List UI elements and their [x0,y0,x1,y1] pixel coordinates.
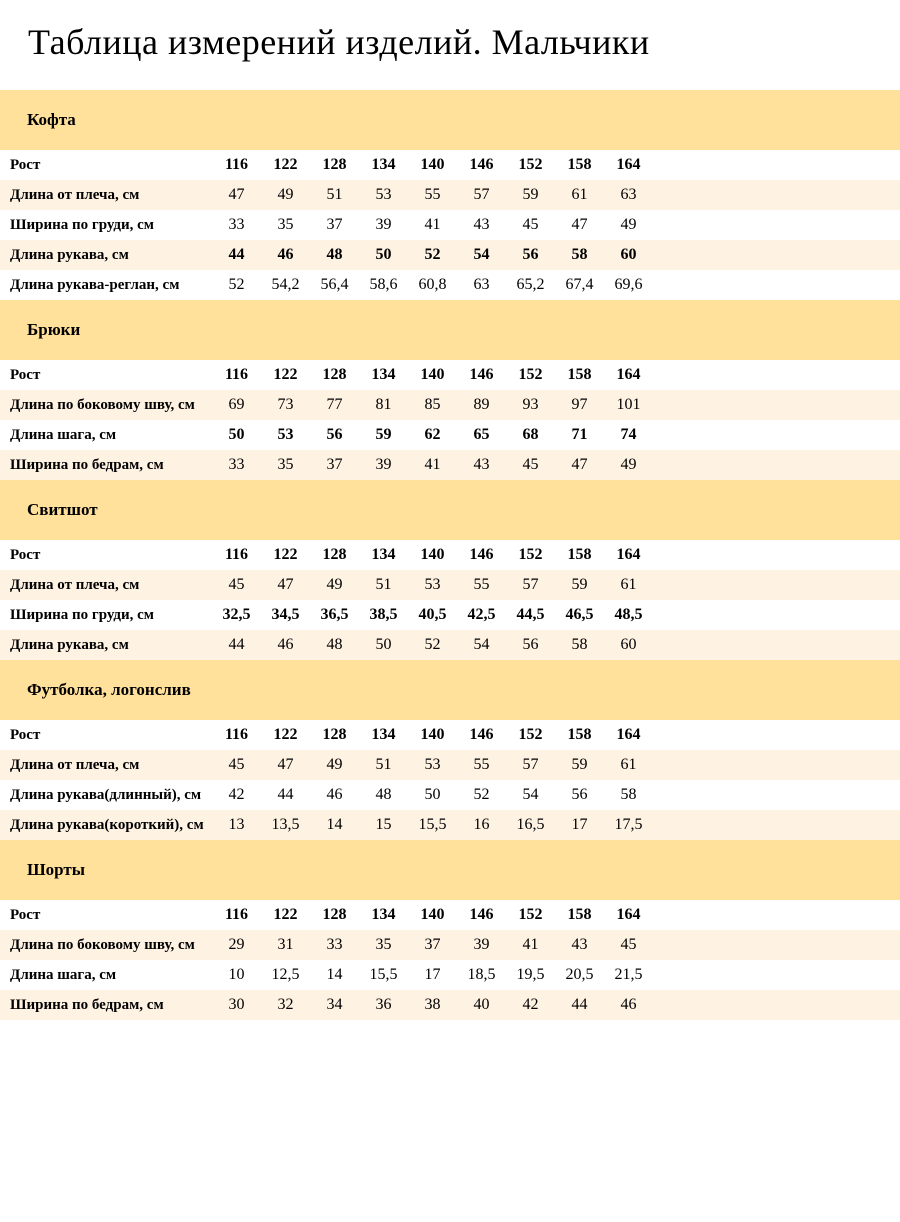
measurement-value: 40 [473,996,490,1013]
title-spacer [0,62,900,90]
measurement-value: 43 [571,936,588,953]
measurement-row [0,240,900,270]
measurement-value: 56,4 [320,276,349,293]
measurement-value: 14 [326,816,343,833]
measurement-value: 15,5 [369,966,398,983]
measurement-value: 93 [522,396,539,413]
size-value: 128 [322,726,347,743]
table-body [0,900,900,1020]
measurement-value: 46 [620,996,637,1013]
measurement-value: 50 [228,426,245,443]
section-title: Футболка, логонслив [27,680,191,699]
size-header-row [0,150,900,180]
measurement-value: 61 [620,576,637,593]
measurement-value: 42,5 [467,606,496,623]
section-3 [0,660,900,840]
page-title: Таблица измерений изделий. Мальчики [28,22,650,62]
measurement-value: 41 [424,216,441,233]
measurement-value: 71 [571,426,588,443]
measurement-value: 81 [375,396,392,413]
measurement-value: 44 [571,996,588,1013]
measurement-row [0,570,900,600]
size-header-row [0,900,900,930]
measurement-value: 15,5 [418,816,447,833]
measurement-value: 17 [571,816,588,833]
measurement-value: 56 [522,246,539,263]
row-filler [653,930,900,960]
measurement-value: 59 [571,576,588,593]
measurement-value: 52 [424,636,441,653]
measurement-value: 20,5 [565,966,594,983]
measurement-value: 53 [424,576,441,593]
measurement-row [0,270,900,300]
row-filler [653,270,900,300]
measurements-table [0,900,900,1020]
measurement-value: 47 [571,456,588,473]
measurement-value: 35 [375,936,392,953]
size-value: 116 [224,546,249,563]
measurement-value: 52 [473,786,490,803]
measurement-value: 49 [620,216,637,233]
row-filler [653,780,900,810]
measurement-value: 46 [277,246,294,263]
measurement-value: 48 [326,636,343,653]
measurement-value: 49 [326,756,343,773]
measurement-row [0,780,900,810]
row-label: Длина рукава(короткий), см [10,816,204,833]
measurement-value: 44 [228,246,245,263]
measurement-value: 33 [228,456,245,473]
measurement-value: 48 [326,246,343,263]
measurement-value: 47 [571,216,588,233]
measurement-value: 53 [277,426,294,443]
size-header-row [0,720,900,750]
measurement-row [0,930,900,960]
section-1 [0,300,900,480]
measurement-value: 46 [277,636,294,653]
size-value: 122 [273,726,298,743]
size-value: 158 [567,546,592,563]
measurement-value: 63 [473,276,490,293]
size-value: 128 [322,906,347,923]
measurement-value: 36,5 [320,606,349,623]
measurement-value: 67,4 [565,276,594,293]
measurement-value: 55 [473,756,490,773]
measurement-value: 53 [424,756,441,773]
size-value: 140 [420,156,445,173]
row-label: Длина шага, см [10,426,117,443]
measurement-value: 30 [228,996,245,1013]
size-value: 122 [273,156,298,173]
measurement-value: 68 [522,426,539,443]
row-label: Ширина по бедрам, см [10,996,164,1013]
measurements-table [0,360,900,480]
measurement-value: 13,5 [271,816,300,833]
measurement-value: 42 [522,996,539,1013]
measurement-value: 60 [620,246,637,263]
measurement-value: 77 [326,396,343,413]
measurement-value: 52 [228,276,245,293]
measurement-value: 74 [620,426,637,443]
measurement-value: 45 [522,456,539,473]
measurement-value: 19,5 [516,966,545,983]
measurements-table [0,150,900,300]
measurement-value: 69,6 [614,276,643,293]
measurement-row [0,750,900,780]
measurement-value: 54,2 [271,276,300,293]
measurement-value: 89 [473,396,490,413]
measurement-value: 60,8 [418,276,447,293]
row-label: Длина по боковому шву, см [10,936,195,953]
size-header-row [0,540,900,570]
measurement-value: 43 [473,456,490,473]
measurement-value: 51 [326,186,343,203]
measurement-value: 57 [522,576,539,593]
measurement-row [0,630,900,660]
table-body [0,150,900,300]
measurement-value: 17,5 [614,816,643,833]
size-value: 164 [616,726,641,743]
measurement-value: 39 [473,936,490,953]
measurement-value: 58 [620,786,637,803]
measurement-value: 65,2 [516,276,545,293]
size-value: 158 [567,156,592,173]
row-label: Длина рукава, см [10,636,129,653]
measurement-value: 12,5 [271,966,300,983]
row-filler [653,390,900,420]
row-filler [653,210,900,240]
measurement-value: 49 [326,576,343,593]
measurement-value: 97 [571,396,588,413]
measurement-value: 35 [277,216,294,233]
measurement-value: 101 [616,396,641,413]
measurement-value: 37 [326,456,343,473]
measurement-value: 44,5 [516,606,545,623]
measurement-value: 18,5 [467,966,496,983]
size-value: 122 [273,366,298,383]
section-4 [0,840,900,1020]
size-value: 116 [224,726,249,743]
measurement-row [0,450,900,480]
measurement-value: 59 [571,756,588,773]
measurement-value: 15 [375,816,392,833]
measurement-value: 59 [375,426,392,443]
measurement-value: 38,5 [369,606,398,623]
size-value: 134 [371,546,396,563]
row-label: Длина от плеча, см [10,756,140,773]
measurement-row [0,600,900,630]
row-filler [653,360,900,390]
measurement-value: 16,5 [516,816,545,833]
measurement-value: 45 [620,936,637,953]
row-filler [653,570,900,600]
size-value: 146 [469,726,494,743]
measurement-value: 53 [375,186,392,203]
measurements-table [0,540,900,660]
measurement-value: 44 [277,786,294,803]
measurement-value: 46 [326,786,343,803]
size-value: 146 [469,906,494,923]
section-band [0,300,900,360]
row-label: Длина рукава-реглан, см [10,276,180,293]
measurement-value: 45 [228,756,245,773]
size-value: 164 [616,366,641,383]
measurement-value: 14 [326,966,343,983]
size-value: 152 [518,546,543,563]
measurement-value: 45 [228,576,245,593]
measurement-value: 29 [228,936,245,953]
measurement-row [0,960,900,990]
section-title: Брюки [27,320,81,339]
size-value: 164 [616,156,641,173]
row-filler [653,810,900,840]
row-filler [653,630,900,660]
measurement-row [0,180,900,210]
size-value: 122 [273,906,298,923]
measurement-value: 54 [473,636,490,653]
measurement-value: 36 [375,996,392,1013]
measurement-value: 54 [522,786,539,803]
measurement-value: 42 [228,786,245,803]
section-title: Кофта [27,110,76,129]
section-band [0,90,900,150]
row-label: Длина от плеча, см [10,576,140,593]
measurement-value: 34 [326,996,343,1013]
measurement-value: 58,6 [369,276,398,293]
row-label: Рост [10,156,41,173]
row-label: Ширина по бедрам, см [10,456,164,473]
row-filler [653,990,900,1020]
size-value: 164 [616,906,641,923]
measurement-value: 61 [620,756,637,773]
section-title: Шорты [27,860,86,879]
measurement-value: 41 [424,456,441,473]
row-label: Длина рукава, см [10,246,129,263]
row-filler [653,960,900,990]
size-value: 158 [567,366,592,383]
measurement-row [0,390,900,420]
measurement-value: 85 [424,396,441,413]
measurement-value: 61 [571,186,588,203]
measurement-value: 38 [424,996,441,1013]
measurements-table [0,720,900,840]
measurement-value: 48,5 [614,606,643,623]
row-label: Ширина по груди, см [10,216,155,233]
size-value: 128 [322,546,347,563]
measurement-value: 56 [326,426,343,443]
row-filler [653,240,900,270]
size-value: 146 [469,156,494,173]
section-band [0,480,900,540]
size-value: 128 [322,156,347,173]
size-value: 140 [420,906,445,923]
size-header-row [0,360,900,390]
measurement-value: 44 [228,636,245,653]
measurement-value: 32,5 [222,606,251,623]
measurement-value: 31 [277,936,294,953]
size-value: 152 [518,726,543,743]
section-0 [0,90,900,300]
section-band [0,840,900,900]
measurement-value: 59 [522,186,539,203]
measurement-value: 58 [571,246,588,263]
measurement-value: 13 [228,816,245,833]
measurement-value: 57 [473,186,490,203]
measurement-row [0,210,900,240]
row-label: Рост [10,726,41,743]
measurement-value: 37 [326,216,343,233]
measurement-value: 43 [473,216,490,233]
size-value: 134 [371,366,396,383]
measurement-value: 52 [424,246,441,263]
measurement-value: 47 [277,756,294,773]
measurement-value: 57 [522,756,539,773]
measurement-row [0,420,900,450]
row-filler [653,900,900,930]
measurement-value: 65 [473,426,490,443]
measurement-value: 69 [228,396,245,413]
row-filler [653,720,900,750]
measurement-value: 62 [424,426,441,443]
row-label: Ширина по груди, см [10,606,155,623]
size-value: 146 [469,366,494,383]
size-value: 122 [273,546,298,563]
row-filler [653,150,900,180]
row-filler [653,600,900,630]
table-body [0,540,900,660]
size-value: 116 [224,156,249,173]
size-value: 158 [567,726,592,743]
measurement-value: 47 [277,576,294,593]
row-label: Длина рукава(длинный), см [10,786,202,803]
size-value: 140 [420,366,445,383]
size-value: 152 [518,366,543,383]
size-value: 116 [224,366,249,383]
measurement-row [0,810,900,840]
measurement-value: 51 [375,756,392,773]
row-filler [653,750,900,780]
size-value: 164 [616,546,641,563]
size-value: 146 [469,546,494,563]
measurement-value: 54 [473,246,490,263]
section-title: Свитшот [27,500,98,519]
measurement-value: 16 [473,816,490,833]
row-label: Рост [10,546,41,563]
row-label: Длина от плеча, см [10,186,140,203]
measurement-row [0,990,900,1020]
measurement-value: 39 [375,216,392,233]
measurement-value: 49 [277,186,294,203]
measurement-value: 50 [424,786,441,803]
size-value: 134 [371,726,396,743]
measurement-value: 50 [375,636,392,653]
measurement-value: 39 [375,456,392,473]
measurement-value: 47 [228,186,245,203]
measurement-value: 17 [424,966,441,983]
row-filler [653,180,900,210]
measurement-value: 21,5 [614,966,643,983]
measurement-value: 33 [228,216,245,233]
measurement-value: 73 [277,396,294,413]
measurement-value: 33 [326,936,343,953]
measurement-value: 35 [277,456,294,473]
row-label: Длина по боковому шву, см [10,396,195,413]
measurement-value: 40,5 [418,606,447,623]
measurement-value: 50 [375,246,392,263]
section-2 [0,480,900,660]
row-label: Рост [10,906,41,923]
measurement-value: 46,5 [565,606,594,623]
size-value: 116 [224,906,249,923]
size-value: 140 [420,726,445,743]
measurement-value: 10 [228,966,245,983]
row-filler [653,540,900,570]
measurement-value: 56 [522,636,539,653]
size-value: 140 [420,546,445,563]
size-value: 158 [567,906,592,923]
measurement-value: 58 [571,636,588,653]
size-value: 152 [518,906,543,923]
measurement-value: 41 [522,936,539,953]
measurement-value: 51 [375,576,392,593]
measurement-value: 55 [473,576,490,593]
size-value: 134 [371,156,396,173]
table-body [0,360,900,480]
measurement-value: 49 [620,456,637,473]
measurement-value: 63 [620,186,637,203]
measurement-value: 32 [277,996,294,1013]
measurement-value: 45 [522,216,539,233]
row-label: Длина шага, см [10,966,117,983]
row-filler [653,450,900,480]
size-value: 128 [322,366,347,383]
measurement-value: 37 [424,936,441,953]
row-filler [653,420,900,450]
table-body [0,720,900,840]
size-chart-page [0,22,900,1222]
measurement-value: 60 [620,636,637,653]
measurement-value: 48 [375,786,392,803]
measurement-value: 55 [424,186,441,203]
section-band [0,660,900,720]
size-value: 134 [371,906,396,923]
measurement-value: 34,5 [271,606,300,623]
measurement-value: 56 [571,786,588,803]
row-label: Рост [10,366,41,383]
size-value: 152 [518,156,543,173]
